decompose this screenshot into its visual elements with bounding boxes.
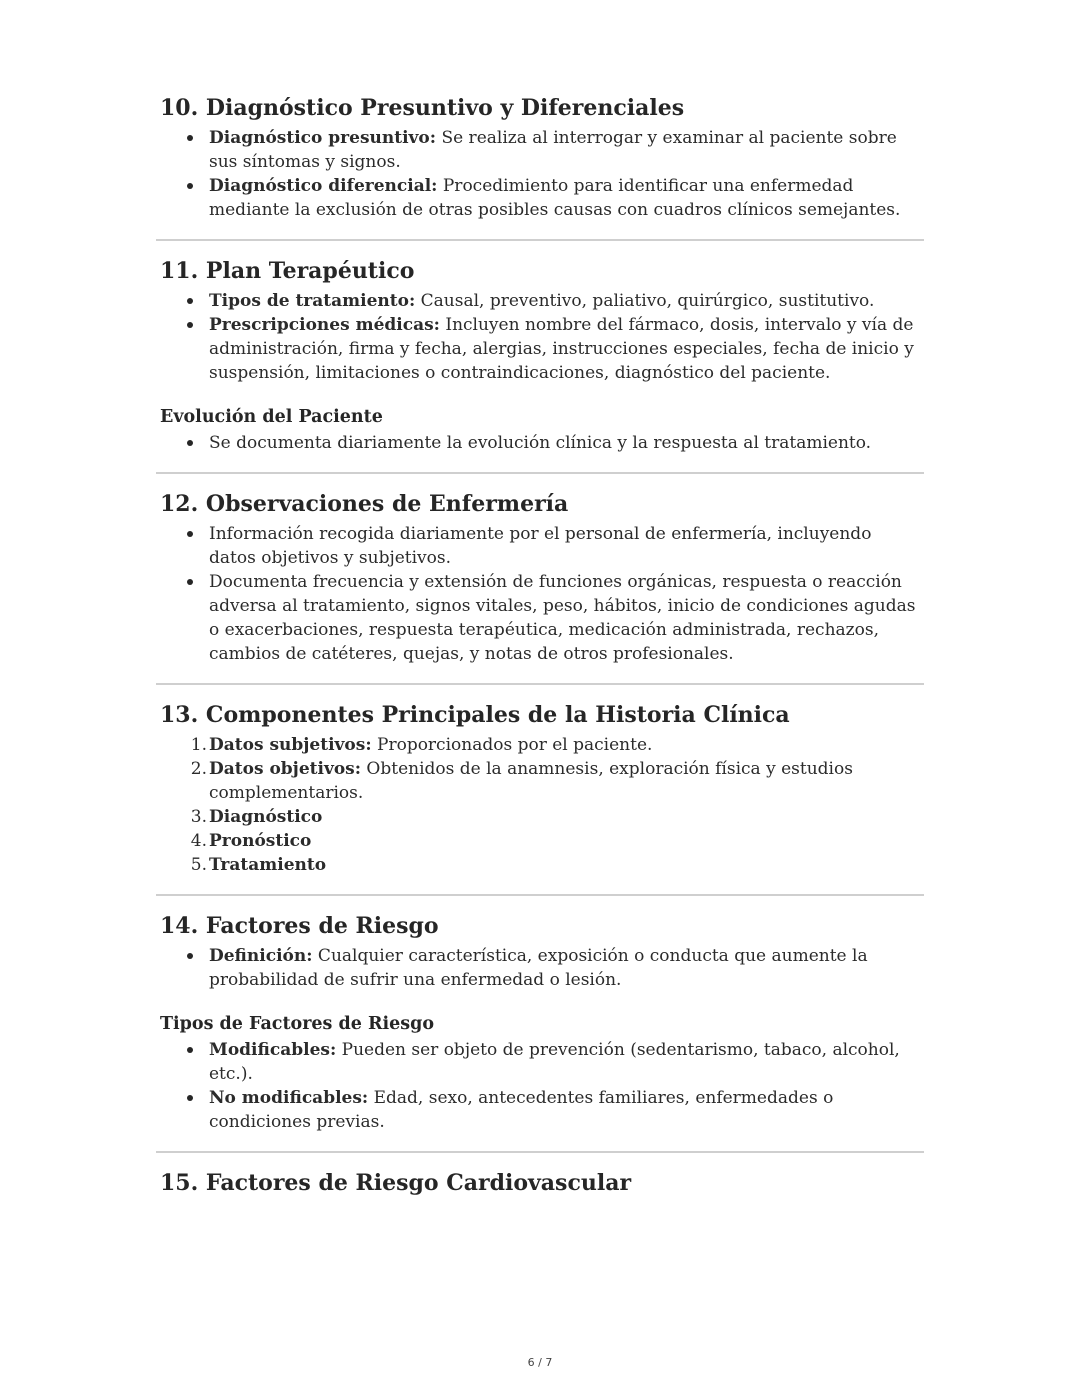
- divider: [156, 894, 924, 896]
- list-item: Información recogida diariamente por el personal de enfermería, incluyendo datos objetivos y subjetivos.: [160, 522, 922, 570]
- divider: [156, 472, 924, 474]
- list-item: 1. Datos subjetivos: Proporcionados por el paciente.: [190, 735, 653, 755]
- section-10-list: [160, 126, 922, 222]
- section-15-title: 15. Factores de Riesgo Cardiovascular: [160, 1170, 632, 1196]
- list-item: Modificables: Pueden ser objeto de prevención (sedentarismo, tabaco, alcohol, etc.).: [160, 1038, 922, 1086]
- divider: [156, 239, 924, 241]
- list-item: Diagnóstico diferencial: Procedimiento para identificar una enfermedad mediante la exclusión de otras posibles causas con cuadros clínicos semejantes.: [160, 174, 922, 222]
- list-item: 4. Pronóstico: [190, 831, 312, 851]
- subsection-title: Evolución del Paciente: [160, 407, 383, 427]
- subsection-list: [160, 431, 922, 455]
- divider: [156, 683, 924, 685]
- list-item: Documenta frecuencia y extensión de funciones orgánicas, respuesta o reacción adversa al tratamiento, signos vitales, peso, hábitos, inicio de condiciones agudas o exacerbaciones, respuesta terapéutica, medicación administrada, rechazos, cambios de catéteres, quejas, y notas de otros profesionales.: [160, 570, 922, 666]
- divider: [156, 1151, 924, 1153]
- section-14-title: 14. Factores de Riesgo: [160, 913, 439, 939]
- list-item: No modificables: Edad, sexo, antecedentes familiares, enfermedades o condiciones previas.: [160, 1086, 922, 1134]
- list-item: Diagnóstico presuntivo: Se realiza al interrogar y examinar al paciente sobre sus síntomas y signos.: [160, 126, 922, 174]
- section-13-title: 13. Componentes Principales de la Historia Clínica: [160, 702, 790, 728]
- subsection-list: [160, 1038, 922, 1134]
- section-10-title: 10. Diagnóstico Presuntivo y Diferenciales: [160, 95, 685, 121]
- subsection-title: Tipos de Factores de Riesgo: [160, 1014, 435, 1034]
- section-11-list: [160, 289, 922, 385]
- list-item: Prescripciones médicas: Incluyen nombre del fármaco, dosis, intervalo y vía de administración, firma y fecha, alergias, instrucciones especiales, fecha de inicio y suspensión, limitaciones o contraindicaciones, diagnóstico del paciente.: [160, 313, 922, 385]
- list-item: 3. Diagnóstico: [190, 807, 323, 827]
- list-item: Definición: Cualquier característica, exposición o conducta que aumente la probabilidad de sufrir una enfermedad o lesión.: [160, 944, 922, 992]
- list-item: 5. Tratamiento: [190, 855, 327, 875]
- section-13-list: [160, 733, 922, 877]
- list-item: Se documenta diariamente la evolución clínica y la respuesta al tratamiento.: [160, 431, 922, 455]
- document-body: [160, 92, 922, 1199]
- page-number: 6 / 7: [527, 1356, 553, 1369]
- section-12-title: 12. Observaciones de Enfermería: [160, 491, 569, 517]
- list-item: 2. Datos objetivos: Obtenidos de la anamnesis, exploración física y estudios complementarios.: [190, 759, 853, 803]
- section-11-title: 11. Plan Terapéutico: [160, 258, 415, 284]
- section-14-list: [160, 944, 922, 992]
- section-12-list: [160, 522, 922, 666]
- list-item: Tipos de tratamiento: Causal, preventivo, paliativo, quirúrgico, sustitutivo.: [160, 289, 922, 313]
